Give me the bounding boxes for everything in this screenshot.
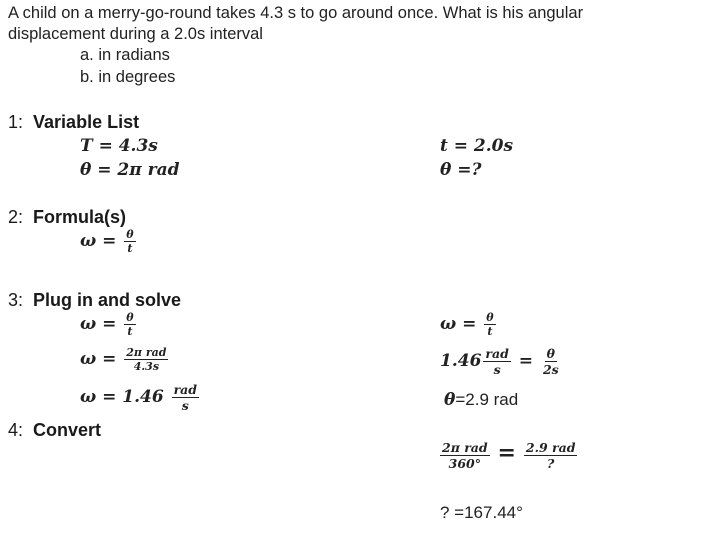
solve-right-2-value: 1.46	[440, 351, 482, 371]
solve-left-3-fraction	[172, 382, 199, 413]
convert-left-den: 360°	[448, 456, 481, 471]
solve-right-1-den: t	[487, 325, 493, 338]
convert-answer: ? =167.44°	[440, 503, 523, 522]
convert-right-fraction	[524, 440, 578, 471]
solve-right-result	[444, 390, 518, 410]
solve-left-1-num: θ	[126, 311, 134, 324]
solve-right-1-lhs: ω =	[440, 314, 477, 334]
solve-right-2-num: rad	[485, 346, 509, 361]
solve-right-line-2	[440, 346, 563, 377]
solve-right-1-num: θ	[486, 311, 494, 324]
solve-left-2-lhs: ω =	[80, 349, 117, 369]
formula-fraction	[124, 228, 135, 255]
problem-line-2: displacement during a 2.0s interval	[8, 25, 263, 43]
step-4-heading	[8, 420, 101, 441]
solve-left-line-2	[80, 346, 170, 373]
solve-right-line-1	[440, 311, 498, 338]
convert-right-num: 2.9 rad	[525, 440, 576, 455]
step-3-title: Plug in and solve	[33, 290, 182, 310]
step-2-heading	[8, 207, 126, 228]
solve-left-2-fraction	[124, 346, 168, 373]
problem-part-a: a. in radians	[80, 46, 170, 64]
solve-left-2-den: 4.3s	[133, 360, 160, 373]
convert-left-num: 2π rad	[442, 440, 488, 455]
problem-part-b: b. in degrees	[80, 68, 176, 86]
solve-left-3-den: s	[181, 398, 189, 413]
formula-num: θ	[126, 228, 134, 241]
solve-left-line-1	[80, 311, 138, 338]
step-1-title: Variable List	[33, 112, 140, 132]
result-theta-symbol: θ	[444, 390, 456, 410]
step-2-title: Formula(s)	[33, 207, 127, 227]
var-theta-full: θ = 2π rad	[80, 160, 180, 180]
formula-omega	[80, 228, 138, 255]
formula-lhs: ω =	[80, 231, 117, 251]
solve-left-1-fraction	[124, 311, 135, 338]
convert-left-fraction	[440, 440, 490, 471]
solve-left-line-3	[80, 382, 201, 413]
solve-right-2-equals: =	[518, 351, 534, 371]
solve-left-1-den: t	[127, 325, 133, 338]
solve-left-2-num: 2π rad	[126, 346, 167, 359]
step-3-number: 3:	[8, 290, 24, 310]
solve-right-1-fraction	[484, 311, 495, 338]
step-1-heading	[8, 112, 139, 133]
convert-equals: =	[497, 440, 516, 466]
solve-right-2-rden: 2s	[542, 362, 559, 377]
solve-left-3-lhs: ω = 1.46	[80, 387, 164, 407]
var-time: t = 2.0s	[440, 136, 514, 156]
step-4-number: 4:	[8, 420, 24, 440]
problem-line-1: A child on a merry-go-round takes 4.3 s to go around once. What is his angular	[8, 4, 584, 22]
step-2-number: 2:	[8, 207, 24, 227]
solve-right-2-rnum: θ	[546, 346, 555, 361]
convert-right-den: ?	[547, 456, 555, 471]
solve-left-1-lhs: ω =	[80, 314, 117, 334]
var-period: T = 4.3s	[80, 136, 158, 156]
step-3-heading	[8, 290, 181, 311]
result-value: =2.9 rad	[455, 390, 519, 409]
solve-left-3-num: rad	[173, 382, 198, 397]
solve-right-2-unit-fraction	[483, 346, 510, 377]
convert-proportion	[438, 440, 579, 471]
solve-right-2-rhs-fraction	[541, 346, 561, 377]
formula-den: t	[127, 242, 133, 255]
step-4-title: Convert	[33, 420, 102, 440]
var-theta-unknown: θ =?	[440, 160, 482, 180]
step-1-number: 1:	[8, 112, 24, 132]
solve-right-2-den: s	[493, 362, 501, 377]
